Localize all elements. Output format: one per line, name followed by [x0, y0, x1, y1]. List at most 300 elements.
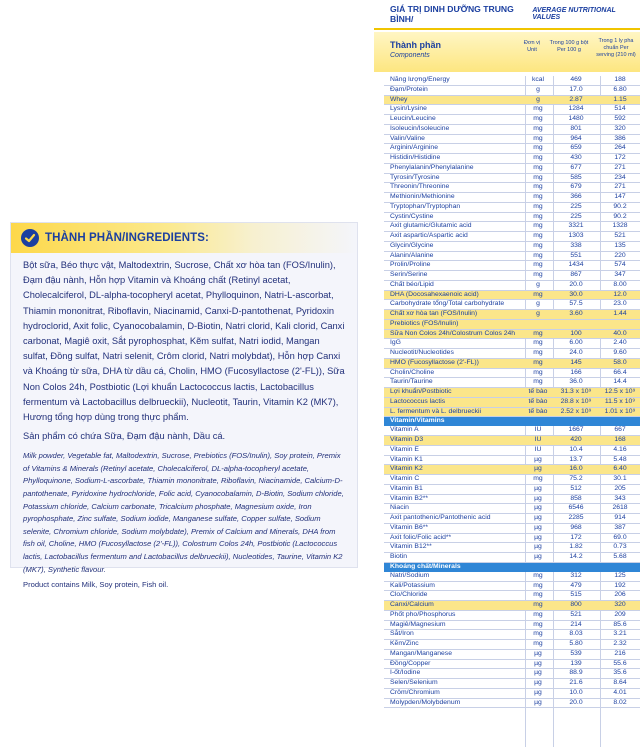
nutrient-name: Chất béo/Lipid	[390, 280, 434, 288]
nutrient-unit: mg	[533, 134, 543, 142]
nutrient-unit: mg	[533, 378, 543, 386]
nutrient-per-serving: 6.40	[613, 465, 627, 473]
nutrient-unit: g	[536, 95, 540, 103]
nutrient-per-100g: 17.0	[569, 85, 583, 93]
nutrient-per-serving: 40.0	[613, 329, 627, 337]
nutrient-per-100g: 8.03	[569, 630, 583, 638]
nutrient-per-100g: 539	[570, 649, 582, 657]
nutrient-per-100g: 867	[570, 271, 582, 278]
nutrient-name: Phenylalanin/Phenylalanine	[390, 163, 474, 171]
table-row	[384, 582, 640, 592]
nutrient-name: Tyrosin/Tyrosine	[390, 173, 440, 181]
nutrient-per-100g: 10.4	[569, 445, 583, 453]
table-row	[384, 232, 640, 242]
nutrient-per-100g: 1667	[568, 426, 584, 434]
nutrient-per-serving: 914	[614, 514, 626, 521]
nutrient-unit: µg	[534, 543, 542, 551]
table-row	[384, 630, 640, 640]
table-row	[384, 543, 640, 553]
nutrient-per-serving: 320	[614, 601, 626, 608]
nutrient-unit: µg	[534, 649, 542, 657]
nutrient-per-serving: 11.5 x 10⁹	[604, 397, 636, 405]
nutrient-name: Leucin/Leucine	[390, 115, 436, 122]
nutrient-per-100g: 28.8 x 10⁹	[560, 397, 592, 405]
nutrient-per-100g: 312	[570, 571, 582, 579]
nutrient-name: Glycin/Glycine	[390, 241, 434, 249]
nutrient-per-serving: 387	[614, 523, 626, 531]
nutrient-unit: µg	[534, 494, 542, 502]
nutrient-unit: mg	[533, 620, 543, 628]
nutrient-per-serving: 172	[614, 154, 626, 161]
nutrient-name: Crôm/Chromium	[390, 688, 440, 696]
nutrient-per-100g: 214	[570, 620, 582, 628]
table-row	[384, 495, 640, 505]
ingredients-en-text: Milk powder, Vegetable fat, Maltodextrin, Sucrose, Prebiotics (FOS/Inulin), Soy protein, Premix of Vitamins & Minerals (Retinyl acetate, Cholecalciferol, DL-alpha-tocopheryl acetate, Phylloquinone, Sodium-L-ascorbate, Thiamin mononitrate, Riboflavin, Niacinamide, Calcium-D-pantothenate, Pyridoxine hydrochloride, Folic acid, Cyanocobalamin, D-Biotin, Sodium chloride, Potassium chloride, Calcium carbonate, Tricalcium phosphate, Magnesium oxide, Iron pyrophosphate, Zinc sulfate, Sodium iodide, Manganese sulfate, Copper sulfate, Sodium selenite, Chromium chloride, Sodium molybdate), Premix of Calcium and Minerals, DHA from fish oil, Choline, HMO (Fucosyllactose (2'-FL)), Colostrum Colos 24h, Postbiotic (Lactococcus lactis, Lactobacillus fermentum and Lactobacillus delbrueckii), Nucleotides, Taurine, Vitamin K2 (MK7), Synthetic flavour.	[23, 451, 344, 574]
nutrient-per-100g: 36.0	[569, 378, 583, 386]
nutrient-name: Histidin/Histidine	[390, 154, 441, 161]
table-row	[384, 465, 640, 475]
nutrient-name: Cholin/Choline	[390, 368, 435, 376]
nutrient-per-serving: 574	[614, 261, 626, 269]
table-row	[384, 611, 640, 621]
nutrient-per-100g: 88.9	[569, 669, 583, 677]
nutrient-name: Lợi khuẩn/Postbiotic	[390, 388, 452, 395]
nutrient-name: Serin/Serine	[390, 271, 428, 278]
table-row	[384, 320, 640, 330]
nutrient-per-serving: 90.2	[613, 202, 627, 210]
nutrient-per-100g: 30.0	[569, 290, 583, 298]
nutrient-per-serving: 192	[614, 581, 626, 589]
nutrient-unit: mg	[533, 222, 543, 230]
nutrient-unit: mg	[533, 630, 543, 638]
table-row	[384, 514, 640, 524]
table-row	[384, 125, 640, 135]
nutrient-per-100g: 2285	[568, 514, 584, 521]
table-row	[384, 534, 640, 544]
nutrient-unit: mg	[533, 358, 543, 366]
nutrient-name: Clo/Chloride	[390, 591, 428, 599]
nutrition-title: GIÁ TRỊ DINH DƯỠNG TRUNG BÌNH/	[390, 4, 514, 24]
table-row	[384, 96, 640, 106]
nutrient-name: Isoleucin/Isoleucine	[390, 124, 450, 132]
nutrient-unit: mg	[533, 271, 543, 278]
table-row	[384, 398, 640, 408]
nutrient-per-serving: 667	[614, 426, 626, 434]
nutrient-unit: mg	[533, 212, 543, 220]
section-header-row	[384, 417, 640, 426]
nutrient-name: HMO (Fucosyllactose (2'-FL))	[390, 358, 479, 366]
nutrient-name: Vitamin K2	[390, 465, 423, 473]
nutrient-name: Axit pantothenic/Pantothenic acid	[390, 514, 491, 521]
nutrient-per-serving: 66.4	[613, 368, 627, 376]
nutrient-name: Vitamin/Vitamins	[390, 417, 445, 425]
nutrient-per-100g: 75.2	[569, 475, 583, 482]
table-row	[384, 242, 640, 252]
nutrient-name: Prolin/Proline	[390, 261, 431, 269]
nutrient-per-serving: 12.0	[613, 290, 627, 298]
nutrient-per-serving: 521	[614, 232, 626, 239]
nutrient-unit: mg	[533, 591, 543, 599]
table-row	[384, 115, 640, 125]
nutrient-unit: kcal	[531, 76, 545, 83]
nutrient-per-100g: 366	[570, 193, 582, 200]
nutrient-name: Biotin	[390, 553, 408, 560]
nutrient-unit: tế bào	[528, 397, 548, 405]
nutrient-unit: mg	[533, 193, 543, 200]
nutrient-name: Sắt/Iron	[390, 630, 414, 638]
table-row	[384, 213, 640, 223]
nutrient-unit: mg	[533, 241, 543, 249]
nutrient-per-serving: 8.02	[613, 698, 627, 706]
table-row	[384, 310, 640, 320]
table-row	[384, 359, 640, 369]
nutrient-per-serving: 12.5 x 10⁹	[604, 388, 636, 395]
nutrient-per-100g: 172	[570, 533, 582, 541]
nutrient-per-serving: 1.15	[613, 95, 627, 103]
nutrient-unit: mg	[533, 261, 543, 269]
nutrient-per-serving: 58.0	[613, 358, 627, 366]
nutrient-per-serving: 4.16	[613, 445, 627, 453]
nutrient-per-100g: 57.5	[569, 300, 583, 308]
nutrient-name: Carbohydrate tổng/Total carbohydrate	[390, 300, 505, 308]
nutrient-per-100g: 551	[570, 251, 582, 259]
nutrient-per-100g: 677	[570, 163, 582, 171]
nutrient-name: Khoáng chất/Minerals	[390, 562, 461, 570]
nutrient-unit: µg	[534, 679, 542, 686]
nutrient-per-100g: 801	[570, 124, 582, 132]
nutrient-per-serving: 30.1	[613, 475, 627, 482]
nutrient-name: Cystin/Cystine	[390, 212, 434, 220]
nutrient-per-serving: 125	[614, 571, 626, 579]
col-per-serving: Trong 1 ly pha chuẩn Per serving (210 ml)	[596, 38, 636, 58]
nutrient-per-serving: 220	[614, 251, 626, 259]
nutrient-per-100g: 515	[570, 591, 582, 599]
nutrient-per-100g: 800	[570, 601, 582, 608]
table-row	[384, 650, 640, 660]
table-row	[384, 689, 640, 699]
nutrient-unit: mg	[533, 610, 543, 618]
nutrient-unit: µg	[534, 659, 542, 667]
nutrient-per-100g: 521	[570, 610, 582, 618]
nutrient-per-serving: 23.0	[613, 300, 627, 308]
table-row	[384, 572, 640, 582]
nutrient-per-serving: 35.6	[613, 669, 627, 677]
nutrient-unit: tế bào	[528, 407, 548, 415]
nutrient-name: Đạm/Protein	[390, 85, 428, 93]
nutrient-name: Methionin/Methionine	[390, 193, 455, 200]
nutrition-column-header	[374, 32, 640, 72]
nutrient-per-100g: 2.87	[569, 95, 583, 103]
nutrient-name: Năng lượng/Energy	[390, 76, 450, 83]
nutrient-per-100g: 225	[570, 202, 582, 210]
nutrient-per-serving: 343	[614, 494, 626, 502]
nutrient-name: Lysin/Lysine	[390, 105, 427, 113]
table-row	[384, 601, 640, 611]
table-row	[384, 330, 640, 340]
nutrient-unit: µg	[534, 484, 542, 492]
table-row	[384, 76, 640, 86]
nutrient-per-serving: 85.6	[613, 620, 627, 628]
nutrient-per-serving: 320	[614, 124, 626, 132]
nutrient-name: Vitamin D3	[390, 436, 424, 443]
nutrient-unit: mg	[533, 251, 543, 259]
nutrient-per-100g: 6546	[568, 504, 584, 512]
nutrient-name: IgG	[390, 339, 401, 347]
table-row	[384, 222, 640, 232]
nutrient-name: Vitamin B2**	[390, 494, 429, 502]
nutrient-name: Prebiotics (FOS/Inulin)	[390, 319, 459, 327]
table-row	[384, 485, 640, 495]
nutrient-name: Axit glutamic/Glutamic acid	[390, 222, 472, 230]
nutrient-unit: g	[536, 85, 540, 93]
nutrient-per-100g: 16.0	[569, 465, 583, 473]
nutrient-per-100g: 2.52 x 10⁹	[560, 407, 592, 415]
nutrient-per-serving: 1328	[612, 222, 628, 230]
nutrient-per-serving: 8.64	[613, 679, 627, 686]
table-row	[384, 261, 640, 271]
nutrient-name: Tryptophan/Tryptophan	[390, 202, 461, 210]
nutrient-per-100g: 100	[570, 329, 582, 337]
nutrient-unit: mg	[533, 115, 543, 122]
col-component: Thành phần	[390, 40, 441, 50]
nutrient-unit: µg	[534, 533, 542, 541]
nutrient-per-serving: 1.44	[613, 310, 627, 317]
nutrient-per-serving: 209	[614, 610, 626, 618]
section-header-row	[384, 563, 640, 572]
nutrient-per-serving: 206	[614, 591, 626, 599]
ingredients-panel	[10, 222, 358, 590]
nutrient-per-100g: 166	[570, 368, 582, 376]
nutrient-name: Natri/Sodium	[390, 571, 430, 579]
table-row	[384, 699, 640, 709]
table-row	[384, 281, 640, 291]
nutrient-per-100g: 6.00	[569, 339, 583, 347]
nutrient-per-serving: 14.4	[613, 378, 627, 386]
nutrient-name: Phốt pho/Phosphorus	[390, 610, 456, 618]
table-row	[384, 291, 640, 301]
nutrient-unit: g	[536, 280, 540, 288]
nutrient-unit: µg	[534, 698, 542, 706]
nutrient-unit: mg	[533, 202, 543, 210]
nutrient-per-100g: 1284	[568, 105, 584, 113]
nutrient-unit: mg	[533, 173, 543, 181]
table-row	[384, 679, 640, 689]
nutrient-unit: mg	[533, 571, 543, 579]
nutrient-per-serving: 9.60	[613, 349, 627, 356]
nutrient-per-serving: 1.01 x 10⁹	[604, 407, 636, 415]
table-row	[384, 378, 640, 388]
nutrient-per-serving: 5.68	[613, 553, 627, 560]
nutrient-per-100g: 3321	[568, 222, 584, 230]
nutrient-unit: µg	[534, 465, 542, 473]
table-row	[384, 154, 640, 164]
nutrient-per-serving: 4.01	[613, 688, 627, 696]
nutrient-per-100g: 14.2	[569, 553, 583, 560]
nutrient-per-serving: 2.40	[613, 339, 627, 347]
nutrient-per-100g: 24.0	[569, 349, 583, 356]
nutrient-per-100g: 338	[570, 241, 582, 249]
nutrient-unit: mg	[533, 183, 543, 191]
ingredients-en-allergen: Product contains Milk, Soy protein, Fish oil.	[23, 580, 169, 590]
nutrient-name: Vitamin K1	[390, 455, 423, 463]
nutrient-per-100g: 10.0	[569, 688, 583, 696]
nutrition-title-en: AVERAGE NUTRITIONAL VALUES	[532, 7, 616, 21]
ingredients-header	[11, 223, 357, 253]
table-row	[384, 300, 640, 310]
nutrient-name: L. fermentum và L. delbrueckii	[390, 407, 482, 415]
nutrient-per-serving: 2.32	[613, 640, 627, 647]
table-row	[384, 252, 640, 262]
nutrient-unit: µg	[534, 553, 542, 560]
nutrient-unit: mg	[533, 349, 543, 356]
nutrient-per-serving: 347	[614, 271, 626, 278]
ingredients-vi-text: Bột sữa, Béo thực vật, Maltodextrin, Sucrose, Chất xơ hòa tan (FOS/Inulin), Đạm đậu nành, Hỗn hợp Vitamin và Khoáng chất (Retinyl acetat, Cholecalciferol, DL-alpha-tocopheryl acetat, Phylloquinon, Natri-L-ascorbat, Thiamin mononitrat, Riboflavin, Niacinamid, Canxi-D-pantothenat, Pyridoxin hydroclorid, Axit folic, Cyanocobalamin, D-Biotin, Natri clorid, Kali clorid, Canxi carbonat, Magiê oxit, Sắt pyrophosphat, Kẽm sulfat, Natri iodid, Mangan sulfat, Đồng sulfat, Natri selenit, Crôm clorid, Natri molybdat), Hỗn hợp Canxi và Khoáng từ sữa, DHA từ dầu cá, Cholin, HMO (Fucosyllactose (2'-FL)), Sữa Non Colos 24h, Postbiotic (Lợi khuẩn Lactococcus lactis, Lactobacillus fermentum và Lactobacillus delbrueckii), Nucleotit, Taurin, Vitamin K2 (MK7), Hương tổng hợp dùng trong thực phẩm.	[23, 260, 345, 423]
nutrient-unit: mg	[533, 475, 543, 482]
nutrient-unit: mg	[533, 124, 543, 132]
table-row	[384, 105, 640, 115]
nutrition-title-bar	[374, 0, 640, 30]
nutrient-name: Axit aspartic/Aspartic acid	[390, 232, 468, 239]
col-component-en: Components	[390, 52, 430, 59]
nutrient-per-serving: 8.00	[613, 280, 627, 288]
nutrient-per-100g: 469	[570, 76, 582, 83]
nutrient-name: Kali/Potassium	[390, 581, 435, 589]
ingredients-vi-allergen: Sản phẩm có chứa Sữa, Đạm đậu nành, Dầu cá.	[23, 431, 226, 442]
nutrient-per-100g: 1.82	[569, 543, 583, 551]
col-per-100g: Trong 100 g bột Per 100 g	[549, 40, 589, 53]
table-row	[384, 504, 640, 514]
nutrient-per-100g: 420	[570, 436, 582, 443]
nutrient-unit: mg	[533, 368, 543, 376]
nutrient-unit: µg	[534, 504, 542, 512]
nutrient-unit: g	[536, 300, 540, 308]
nutrient-unit: mg	[533, 339, 543, 347]
nutrient-unit: g	[536, 310, 540, 317]
nutrient-per-serving: 6.80	[613, 85, 627, 93]
check-icon	[21, 229, 39, 247]
table-row	[384, 388, 640, 398]
nutrition-table	[384, 76, 640, 708]
table-row	[384, 660, 640, 670]
table-row	[384, 436, 640, 446]
table-row	[384, 86, 640, 96]
table-row	[384, 193, 640, 203]
table-row	[384, 408, 640, 418]
nutrient-unit: mg	[533, 105, 543, 113]
nutrient-name: Canxi/Calcium	[390, 601, 434, 608]
table-row	[384, 144, 640, 154]
nutrient-unit: µg	[534, 688, 542, 696]
nutrient-per-100g: 21.6	[569, 679, 583, 686]
nutrient-per-100g: 585	[570, 173, 582, 181]
nutrient-unit: IU	[534, 436, 542, 443]
nutrient-per-100g: 679	[570, 183, 582, 191]
table-row	[384, 591, 640, 601]
table-row	[384, 203, 640, 213]
nutrient-per-serving: 2618	[612, 504, 628, 512]
nutrient-per-serving: 234	[614, 173, 626, 181]
nutrient-name: Axit folic/Folic acid**	[390, 533, 452, 541]
nutrient-per-100g: 1303	[568, 232, 584, 239]
table-row	[384, 339, 640, 349]
nutrient-name: Đồng/Copper	[390, 659, 431, 667]
nutrient-per-100g: 1480	[568, 115, 584, 122]
nutrient-unit: mg	[533, 290, 543, 298]
table-row	[384, 475, 640, 485]
table-row	[384, 640, 640, 650]
table-row	[384, 553, 640, 563]
table-row	[384, 446, 640, 456]
nutrient-per-100g: 964	[570, 134, 582, 142]
table-row	[384, 135, 640, 145]
nutrient-per-100g: 659	[570, 144, 582, 152]
nutrient-name: Vitamin B1	[390, 484, 423, 492]
nutrient-per-100g: 225	[570, 212, 582, 220]
nutrient-unit: µg	[534, 514, 542, 521]
nutrient-per-serving: 0.73	[613, 543, 627, 551]
nutrient-per-100g: 1434	[568, 261, 584, 269]
nutrient-per-serving: 3.21	[613, 630, 627, 638]
nutrient-name: Taurin/Taurine	[390, 378, 433, 386]
nutrient-per-100g: 13.7	[569, 455, 583, 463]
nutrient-unit: tế bào	[528, 388, 548, 395]
nutrient-unit: µg	[534, 523, 542, 531]
table-row	[384, 183, 640, 193]
nutrient-name: Arginin/Arginine	[390, 144, 438, 152]
nutrient-per-100g: 20.0	[569, 280, 583, 288]
nutrient-name: Vitamin C	[390, 475, 420, 482]
nutrient-unit: IU	[534, 426, 542, 434]
ingredients-title: THÀNH PHẦN/INGREDIENTS:	[45, 232, 209, 244]
nutrient-name: Mangan/Manganese	[390, 649, 452, 657]
nutrient-name: Molypden/Molybdenum	[390, 698, 461, 706]
nutrient-per-100g: 145	[570, 358, 582, 366]
nutrient-name: Kẽm/Zinc	[390, 640, 419, 647]
nutrient-per-serving: 90.2	[613, 212, 627, 220]
nutrient-name: I-ốt/Iodine	[390, 669, 421, 677]
nutrient-per-serving: 264	[614, 144, 626, 152]
nutrient-per-100g: 31.3 x 10⁹	[560, 388, 592, 395]
nutrient-unit: mg	[533, 232, 543, 239]
nutrient-per-100g: 512	[570, 484, 582, 492]
nutrient-per-serving: 188	[614, 76, 626, 83]
table-row	[384, 621, 640, 631]
nutrient-per-100g: 139	[570, 659, 582, 667]
nutrient-per-100g: 479	[570, 581, 582, 589]
nutrient-per-serving: 514	[614, 105, 626, 113]
table-row	[384, 174, 640, 184]
nutrient-name: Sữa Non Colos 24h/Colostrum Colos 24h	[390, 329, 516, 337]
nutrient-per-100g: 20.0	[569, 698, 583, 706]
nutrient-unit: mg	[533, 163, 543, 171]
table-row	[384, 164, 640, 174]
nutrient-name: Vitamin A	[390, 426, 419, 434]
nutrient-per-serving: 592	[614, 115, 626, 122]
nutrient-unit: mg	[533, 329, 543, 337]
nutrient-name: Niacin	[390, 504, 409, 512]
nutrient-name: Valin/Valine	[390, 134, 425, 142]
col-unit: Đơn vị Unit	[523, 40, 541, 53]
nutrient-per-100g: 430	[570, 154, 582, 161]
nutrient-name: Chất xơ hòa tan (FOS/Inulin)	[390, 310, 478, 317]
nutrient-per-serving: 271	[614, 163, 626, 171]
nutrient-unit: mg	[533, 581, 543, 589]
nutrient-per-serving: 386	[614, 134, 626, 142]
nutrient-unit: mg	[533, 154, 543, 161]
table-row	[384, 271, 640, 281]
table-row	[384, 669, 640, 679]
nutrient-per-serving: 5.48	[613, 455, 627, 463]
